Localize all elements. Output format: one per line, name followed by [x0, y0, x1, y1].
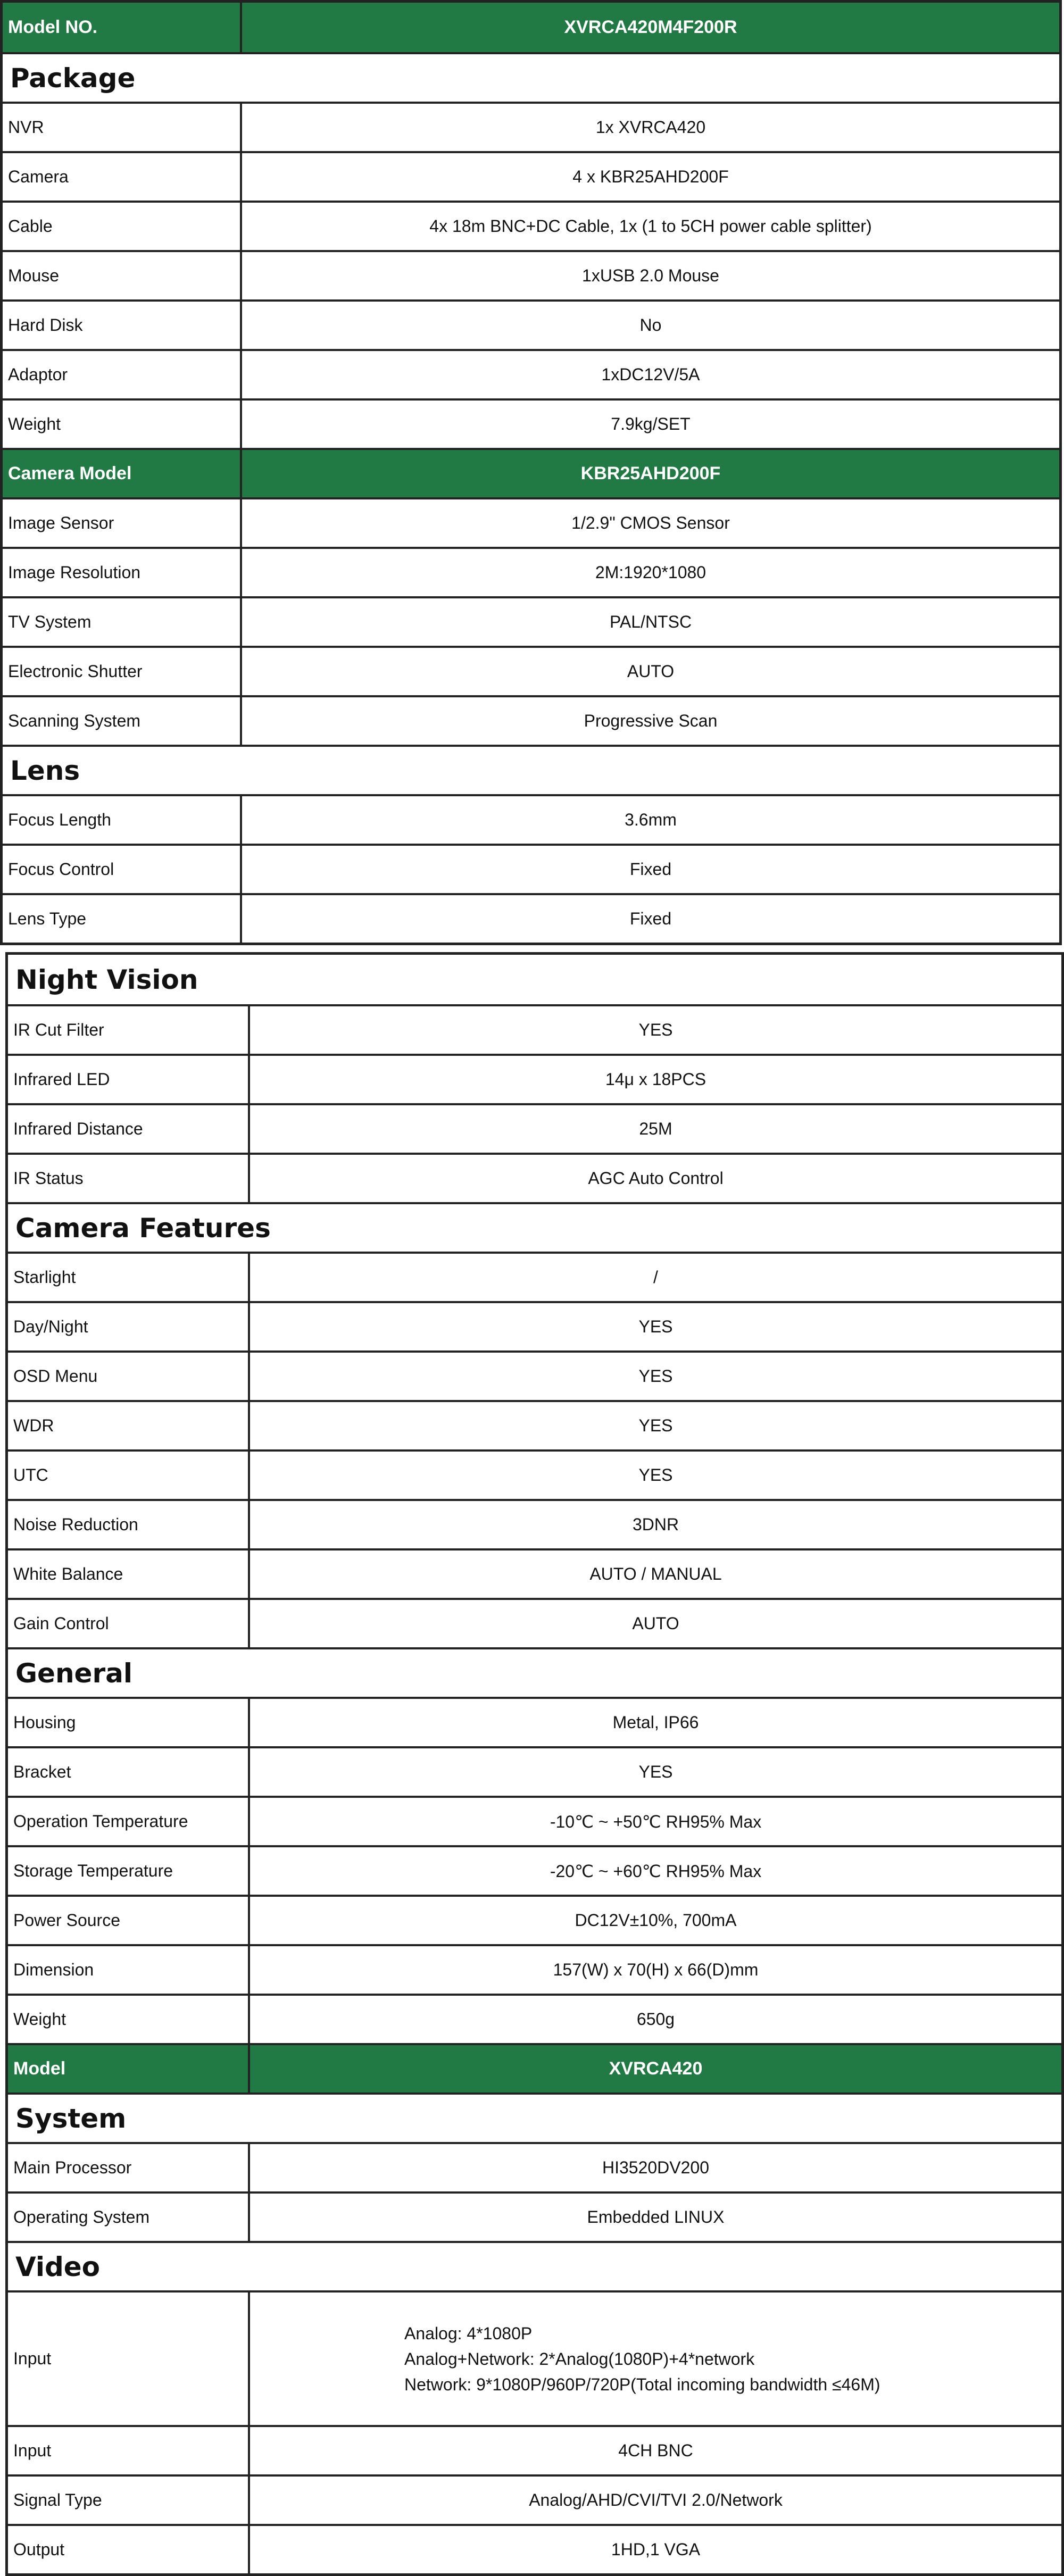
spec-row-main-processor-value: HI3520DV200 — [602, 2158, 710, 2177]
spec-row-storage-temperature-value: -20℃ ~ +60℃ RH95% Max — [550, 1861, 762, 1881]
night-vision-section-title: Night Vision — [15, 964, 198, 995]
spec-row-output-label: Output — [8, 2526, 250, 2573]
spec-row-focus-length — [3, 794, 1059, 844]
spec-row-infrared-led — [8, 1054, 1061, 1103]
spec-row-bracket — [8, 1746, 1061, 1796]
lens-section — [3, 745, 1059, 794]
spec-row-dimension-label: Dimension — [8, 1946, 250, 1994]
spec-row-ir-status-label: IR Status — [8, 1155, 250, 1202]
model-no-header — [3, 3, 1059, 52]
spec-row-adaptor — [3, 349, 1059, 398]
spec-row-ir-cut-filter — [8, 1004, 1061, 1054]
spec-row-tv-system — [3, 596, 1059, 646]
model-header — [8, 2043, 1061, 2093]
spec-row-power-source-value: DC12V±10%, 700mA — [575, 1911, 737, 1930]
spec-row-operating-system — [8, 2191, 1061, 2241]
spec-row-operation-temperature-value: -10℃ ~ +50℃ RH95% Max — [550, 1812, 762, 1831]
spec-row-camera — [3, 151, 1059, 201]
spec-row-gain-control-value: AUTO — [632, 1614, 679, 1633]
spec-row-nvr-value: 1x XVRCA420 — [595, 118, 706, 137]
spec-row-starlight-value: / — [653, 1268, 658, 1287]
model-no-header-value: XVRCA420M4F200R — [564, 17, 737, 37]
spec-row-white-balance-label: White Balance — [8, 1550, 250, 1598]
spec-row-starlight — [8, 1252, 1061, 1301]
spec-row-adaptor-label: Adaptor — [3, 351, 242, 398]
input-capability-lines — [404, 2321, 880, 2397]
spec-row-starlight-label: Starlight — [8, 1254, 250, 1301]
spec-row-video-input-multi-value — [250, 2292, 1061, 2425]
spec-row-tv-system-value: PAL/NTSC — [609, 612, 692, 631]
spec-row-utc-label: UTC — [8, 1452, 250, 1499]
input-capability-line: Analog+Network: 2*Analog(1080P)+4*network — [404, 2349, 755, 2369]
spec-row-housing-value: Metal, IP66 — [612, 1713, 699, 1732]
spec-table-package-camera — [0, 0, 1062, 945]
spec-row-weight — [8, 1994, 1061, 2043]
lens-section-title: Lens — [10, 755, 80, 786]
spec-row-infrared-distance-label: Infrared Distance — [8, 1105, 250, 1153]
spec-row-noise-reduction-label: Noise Reduction — [8, 1501, 250, 1548]
input-capability-line: Analog: 4*1080P — [404, 2323, 533, 2343]
package-section — [3, 52, 1059, 102]
package-section-title: Package — [10, 62, 136, 94]
spec-row-signal-type — [8, 2474, 1061, 2524]
spec-row-output-value: 1HD,1 VGA — [611, 2540, 701, 2559]
spec-row-main-processor-label: Main Processor — [8, 2144, 250, 2191]
spec-row-operation-temperature — [8, 1796, 1061, 1845]
spec-row-wdr-value: YES — [638, 1416, 673, 1435]
spec-row-image-sensor-value: 1/2.9" CMOS Sensor — [571, 513, 730, 532]
spec-row-osd-menu — [8, 1350, 1061, 1400]
spec-row-osd-menu-label: OSD Menu — [8, 1353, 250, 1400]
spec-table-features-nvr — [5, 952, 1064, 2576]
spec-row-infrared-distance-value: 25M — [639, 1119, 672, 1138]
night-vision-section — [8, 955, 1061, 1004]
spec-row-input-value: 4CH BNC — [618, 2441, 693, 2460]
spec-row-video-input-multi-label: Input — [8, 2292, 250, 2425]
spec-row-gain-control — [8, 1598, 1061, 1647]
spec-row-storage-temperature — [8, 1845, 1061, 1895]
spec-row-ir-status-value: AGC Auto Control — [588, 1169, 724, 1188]
spec-row-bracket-label: Bracket — [8, 1748, 250, 1796]
spec-row-operating-system-label: Operating System — [8, 2194, 250, 2241]
spec-row-wdr-label: WDR — [8, 1402, 250, 1449]
spec-row-ir-cut-filter-value: YES — [638, 1020, 673, 1039]
spec-row-output — [8, 2524, 1061, 2573]
spec-row-mouse-value: 1xUSB 2.0 Mouse — [582, 266, 719, 285]
video-section-title: Video — [15, 2251, 101, 2282]
spec-row-weight-value: 650g — [636, 2010, 675, 2029]
camera-features-section-title: Camera Features — [15, 1212, 271, 1244]
spec-row-electronic-shutter-value: AUTO — [627, 662, 675, 681]
spec-row-mouse-label: Mouse — [3, 252, 242, 299]
spec-row-operation-temperature-label: Operation Temperature — [8, 1798, 250, 1845]
spec-row-white-balance-value: AUTO / MANUAL — [589, 1564, 722, 1583]
spec-row-focus-control — [3, 844, 1059, 893]
spec-row-hard-disk-label: Hard Disk — [3, 302, 242, 349]
spec-row-day-night-label: Day/Night — [8, 1303, 250, 1350]
spec-row-image-resolution-label: Image Resolution — [3, 549, 242, 596]
spec-row-input-label: Input — [8, 2427, 250, 2474]
model-header-label: Model — [8, 2045, 250, 2093]
spec-row-bracket-value: YES — [638, 1762, 673, 1781]
spec-row-lens-type-label: Lens Type — [3, 895, 242, 943]
video-section — [8, 2241, 1061, 2290]
general-section — [8, 1647, 1061, 1697]
model-header-value: XVRCA420 — [609, 2058, 703, 2079]
spec-row-camera-value: 4 x KBR25AHD200F — [572, 167, 729, 186]
camera-model-header-label: Camera Model — [3, 450, 242, 497]
spec-row-nvr-label: NVR — [3, 104, 242, 151]
spec-row-camera-label: Camera — [3, 153, 242, 201]
spec-row-housing — [8, 1697, 1061, 1746]
spec-row-dimension — [8, 1944, 1061, 1994]
spec-row-scanning-system — [3, 695, 1059, 745]
spec-row-nvr — [3, 102, 1059, 151]
spec-row-power-source — [8, 1895, 1061, 1944]
spec-row-scanning-system-value: Progressive Scan — [584, 711, 718, 730]
spec-row-ir-status — [8, 1153, 1061, 1202]
spec-row-cable — [3, 201, 1059, 250]
camera-features-section — [8, 1202, 1061, 1252]
spec-row-image-sensor — [3, 497, 1059, 547]
spec-row-cable-label: Cable — [3, 203, 242, 250]
spec-row-focus-length-value: 3.6mm — [625, 810, 677, 829]
spec-row-osd-menu-value: YES — [638, 1366, 673, 1386]
spec-row-image-resolution — [3, 547, 1059, 596]
input-capability-line: Network: 9*1080P/960P/720P(Total incoming bandwidth ≤46M) — [404, 2374, 880, 2394]
spec-row-operating-system-value: Embedded LINUX — [587, 2207, 725, 2227]
spec-row-image-resolution-value: 2M:1920*1080 — [595, 563, 706, 582]
spec-row-lens-type — [3, 893, 1059, 943]
spec-row-signal-type-value: Analog/AHD/CVI/TVI 2.0/Network — [529, 2490, 783, 2510]
spec-row-infrared-distance — [8, 1103, 1061, 1153]
spec-row-signal-type-label: Signal Type — [8, 2477, 250, 2524]
spec-row-day-night-value: YES — [638, 1317, 673, 1336]
spec-row-power-source-label: Power Source — [8, 1897, 250, 1944]
system-section-title: System — [15, 2103, 127, 2134]
spec-row-dimension-value: 157(W) x 70(H) x 66(D)mm — [553, 1960, 759, 1979]
spec-row-lens-type-value: Fixed — [629, 909, 672, 928]
spec-row-ir-cut-filter-label: IR Cut Filter — [8, 1006, 250, 1054]
spec-row-wdr — [8, 1400, 1061, 1449]
spec-row-white-balance — [8, 1548, 1061, 1598]
spec-row-housing-label: Housing — [8, 1699, 250, 1746]
model-no-header-label: Model NO. — [3, 3, 242, 52]
spec-row-focus-control-label: Focus Control — [3, 846, 242, 893]
camera-model-header — [3, 448, 1059, 497]
general-section-title: General — [15, 1657, 132, 1689]
spec-row-electronic-shutter-label: Electronic Shutter — [3, 648, 242, 695]
system-section — [8, 2093, 1061, 2142]
spec-row-adaptor-value: 1xDC12V/5A — [601, 365, 700, 384]
spec-row-storage-temperature-label: Storage Temperature — [8, 1847, 250, 1895]
spec-row-hard-disk-value: No — [639, 315, 662, 335]
spec-row-main-processor — [8, 2142, 1061, 2191]
spec-row-focus-control-value: Fixed — [629, 860, 672, 879]
spec-row-weight-value: 7.9kg/SET — [611, 414, 691, 433]
spec-row-cable-value: 4x 18m BNC+DC Cable, 1x (1 to 5CH power cable splitter) — [429, 216, 872, 236]
spec-row-video-input-multi — [8, 2290, 1061, 2425]
spec-row-mouse — [3, 250, 1059, 299]
spec-row-utc — [8, 1449, 1061, 1499]
spec-row-weight-label: Weight — [8, 1996, 250, 2043]
spec-row-day-night — [8, 1301, 1061, 1350]
spec-row-electronic-shutter — [3, 646, 1059, 695]
spec-row-infrared-led-label: Infrared LED — [8, 1056, 250, 1103]
spec-row-input — [8, 2425, 1061, 2474]
spec-row-weight — [3, 398, 1059, 448]
spec-row-utc-value: YES — [638, 1465, 673, 1485]
spec-row-scanning-system-label: Scanning System — [3, 697, 242, 745]
spec-row-gain-control-label: Gain Control — [8, 1600, 250, 1647]
spec-row-image-sensor-label: Image Sensor — [3, 499, 242, 547]
spec-row-weight-label: Weight — [3, 401, 242, 448]
camera-model-header-value: KBR25AHD200F — [580, 463, 721, 483]
spec-row-infrared-led-value: 14μ x 18PCS — [605, 1070, 706, 1089]
spec-row-noise-reduction — [8, 1499, 1061, 1548]
spec-row-focus-length-label: Focus Length — [3, 796, 242, 844]
spec-row-hard-disk — [3, 299, 1059, 349]
spec-row-noise-reduction-value: 3DNR — [632, 1515, 679, 1534]
spec-row-tv-system-label: TV System — [3, 598, 242, 646]
